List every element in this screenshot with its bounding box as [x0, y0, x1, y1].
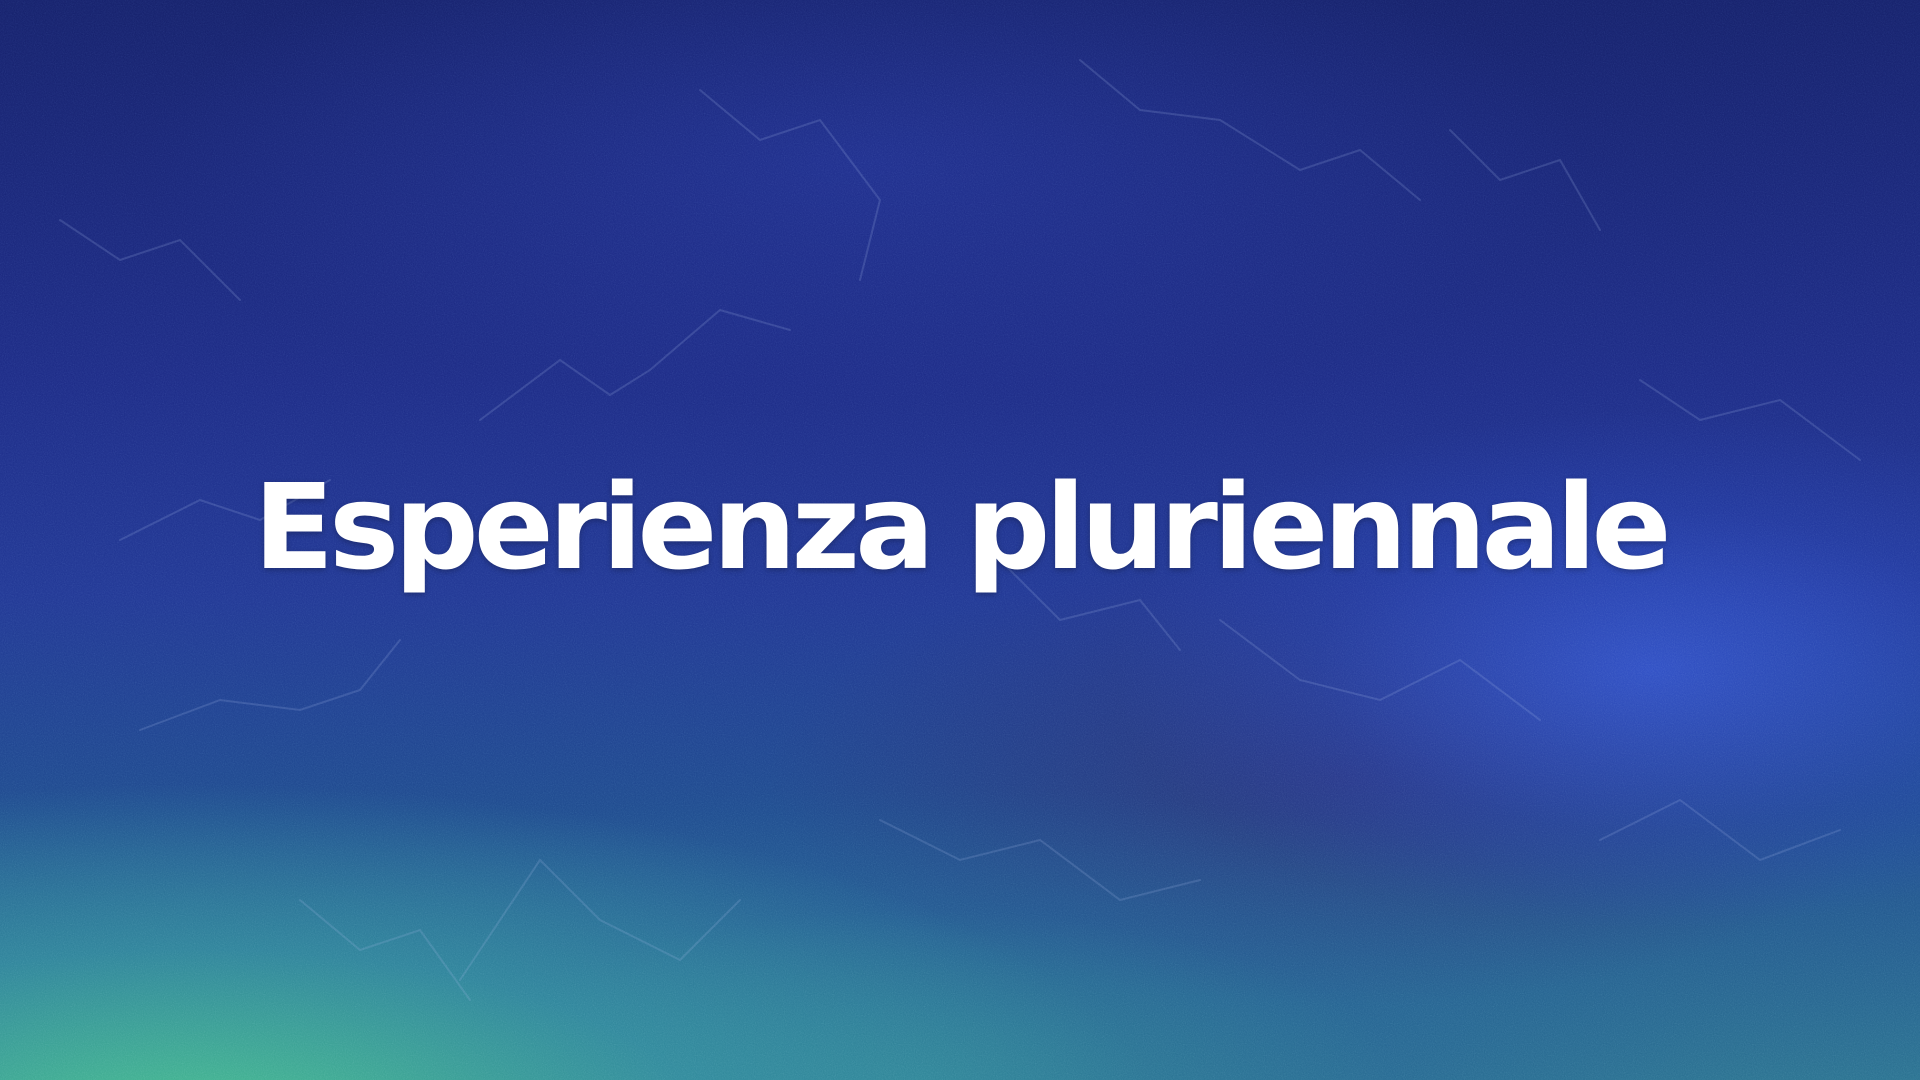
- headline: Esperienza pluriennale: [253, 458, 1667, 596]
